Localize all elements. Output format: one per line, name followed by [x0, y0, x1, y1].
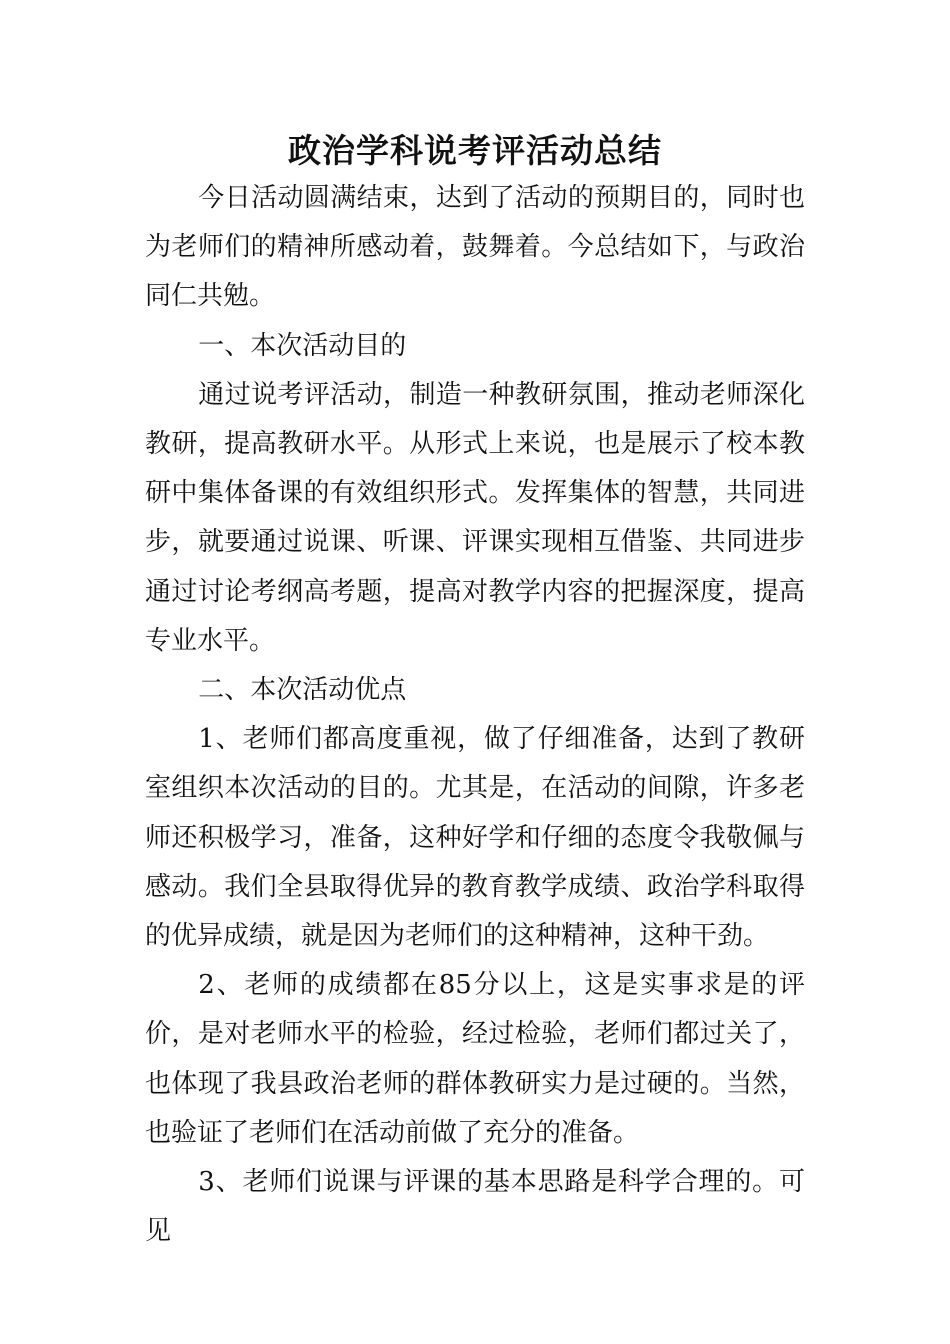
section-heading-purpose: 一、本次活动目的: [198, 330, 407, 361]
document-body: [145, 174, 805, 1256]
purpose-paragraph: 通过说考评活动，制造一种教研氛围，推动老师深化教研，提高教研水平。从形式上来说，也是展示了校本教研中集体备课的有效组织形式。发挥集体的智慧，共同进步，就要通过说课、听课、评课实现相互借鉴、共同进步通过讨论考纲高考题，提高对教学内容的把握深度，提高专业水平。: [145, 379, 805, 656]
strength-paragraph-3: 3、老师们说课与评课的基本思路是科学合理的。可见: [145, 1167, 805, 1247]
document-title: 政治学科说考评活动总结: [288, 131, 662, 170]
strength-paragraph-2: 2、老师的成绩都在85分以上，这是实事求是的评价，是对老师水平的检验，经过检验，老师们都过关了，也体现了我县政治老师的群体教研实力是过硬的。当然，也验证了老师们在活动前做了充分的准备。: [145, 970, 805, 1148]
strength-paragraph-1: 1、老师们都高度重视，做了仔细准备，达到了教研室组织本次活动的目的。尤其是，在活动的间隙，许多老师还积极学习，准备，这种好学和仔细的态度令我敬佩与感动。我们全县取得优异的教育教学成绩、政治学科取得的优异成绩，就是因为老师们的这种精神，这种干劲。: [145, 724, 805, 952]
intro-paragraph: 今日活动圆满结束，达到了活动的预期目的，同时也为老师们的精神所感动着，鼓舞着。今总结如下，与政治同仁共勉。: [145, 183, 805, 312]
section-heading-strengths: 二、本次活动优点: [198, 675, 407, 706]
